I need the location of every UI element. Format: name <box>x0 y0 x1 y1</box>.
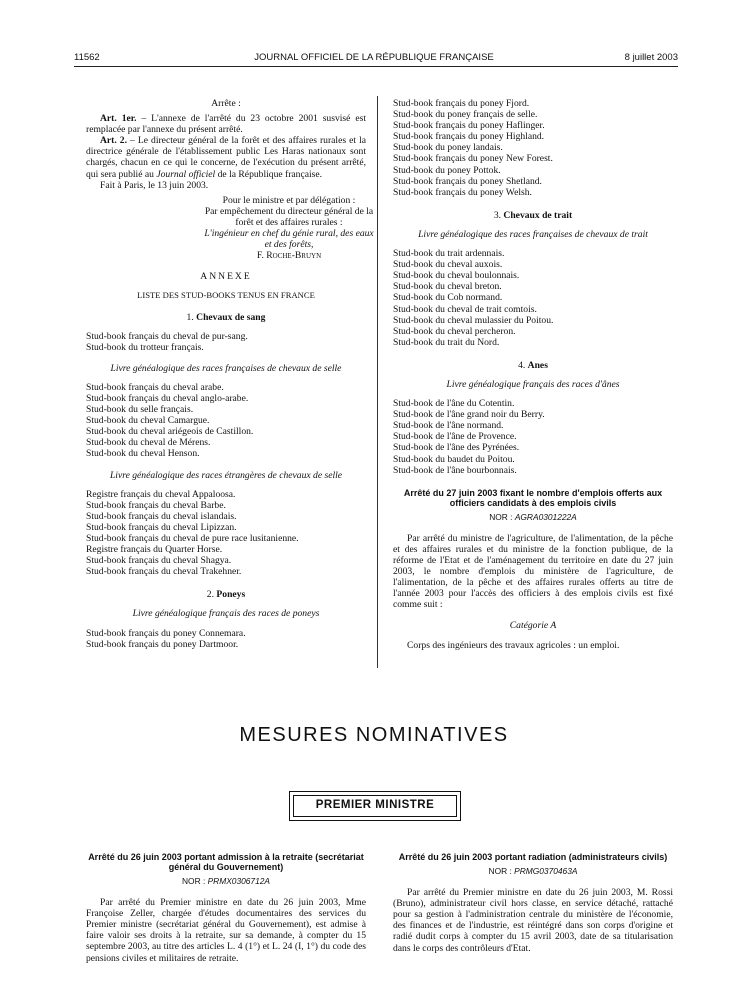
section-1-sub2-title: Livre généalogique des races étrangères de chevaux de selle <box>109 469 343 481</box>
list-item: Stud-book français du poney Dartmoor. <box>86 638 239 650</box>
section-4-sub-title: Livre généalogique français des races d'ânes <box>446 378 620 390</box>
list-item: Stud-book de l'âne normand. <box>393 420 504 432</box>
list-item: Stud-book du cheval breton. <box>393 281 502 293</box>
section-2-number: 2. <box>206 589 214 601</box>
signature-line-1: Pour le ministre et par délégation : <box>222 194 356 206</box>
list-item: Stud-book de l'âne du Cotentin. <box>393 398 515 410</box>
nor-label: NOR : <box>488 866 515 876</box>
section-3-list <box>393 248 673 348</box>
nor-reference <box>393 866 673 877</box>
list-item: Stud-book du cheval percheron. <box>393 325 516 337</box>
section-4-number: 4. <box>518 359 526 371</box>
list-item: Stud-book du poney landais. <box>393 142 503 154</box>
section-3-label: Chevaux de trait <box>503 209 573 221</box>
left-column <box>86 98 374 650</box>
annexe-subtitle: LISTE DES STUD-BOOKS TENUS EN FRANCE <box>137 290 315 301</box>
signatory-name: F. Roche-Bruyn <box>256 250 322 262</box>
list-item: Stud-book de l'âne des Pyrénées. <box>393 442 520 454</box>
list-item: Stud-book français du cheval islandais. <box>86 510 237 522</box>
nor-code: AGRA0301222A <box>514 511 577 522</box>
list-item: Stud-book du cheval boulonnais. <box>393 270 520 282</box>
article-1-label: Art. 1er. <box>100 113 137 125</box>
section-3-title <box>393 210 673 221</box>
arrete-retraite-body: Par arrêté du Premier ministre en date du 26 juin 2003, Mme Françoise Zeller, chargée d'études documentaires des services du Premier ministre (secrétariat général du Gouvernement), est admise à faire valoir ses droits à la retraite, sur sa demande, à compter du 15 septembre 2003, au titre des articles L. 4 (1°) et L. 24 (I, 1°) du code des pensions civiles et militaires de retraite. <box>86 897 366 964</box>
list-item: Stud-book français du cheval Shagya. <box>86 555 232 567</box>
bottom-right-article <box>393 852 673 954</box>
article-2-jo: Journal officiel <box>156 168 216 180</box>
article-1 <box>86 113 366 135</box>
list-item: Stud-book du selle français. <box>86 404 194 416</box>
list-item: Stud-book français du cheval de pur-sang. <box>86 330 248 342</box>
nor-code: PRMG0370463A <box>514 866 578 876</box>
article-2-label: Art. 2. <box>100 135 128 147</box>
list-item: Stud-book du Cob normand. <box>393 292 503 304</box>
list-item: Stud-book du poney français de selle. <box>393 109 538 121</box>
list-item: Stud-book français du poney New Forest. <box>393 153 553 165</box>
article-2-tail: de la République française. <box>215 168 323 180</box>
right-column <box>393 98 673 651</box>
list-item: Stud-book du trait du Nord. <box>393 336 500 348</box>
list-item: Stud-book de l'âne grand noir du Berry. <box>393 409 545 421</box>
list-item: Stud-book du cheval Camargue. <box>86 415 210 427</box>
section-2-list-continued <box>393 98 673 198</box>
section-1-title <box>86 312 366 323</box>
list-item: Stud-book de l'âne bourbonnais. <box>393 464 517 476</box>
arrete-heading: Arrête : <box>211 98 241 109</box>
corps-line: Corps des ingénieurs des travaux agricoles : un emploi. <box>407 639 620 651</box>
list-item: Stud-book du cheval Henson. <box>86 448 200 460</box>
section-2-label: Poneys <box>216 589 246 601</box>
list-item: Stud-book du poney Pottok. <box>393 164 501 176</box>
section-4-list <box>393 398 673 476</box>
section-1-sub1-title: Livre généalogique des races françaises de chevaux de selle <box>110 362 342 374</box>
section-1-label: Chevaux de sang <box>196 311 266 323</box>
nor-reference <box>86 876 366 887</box>
list-item: Stud-book du trait ardennais. <box>393 248 505 260</box>
premier-ministre-label: PREMIER MINISTRE <box>293 795 457 817</box>
premier-ministre-box <box>289 791 461 821</box>
list-item: Registre français du Quarter Horse. <box>86 544 223 556</box>
list-item: Stud-book français du poney Connemara. <box>86 627 246 639</box>
issue-date: 8 juillet 2003 <box>624 52 678 63</box>
list-item: Stud-book français du cheval Lipizzan. <box>86 521 237 533</box>
nor-reference <box>393 512 673 523</box>
header-rule <box>74 66 678 67</box>
column-divider <box>377 96 378 668</box>
arrete-27-juin-body: Par arrêté du ministre de l'agriculture, de l'alimentation, de la pêche et des affaires rurales et du ministre de la fonction publique, de la réforme de l'Etat et de l'aménagement du territoire en date du 27 juin 2003, le nombre d'emplois du ministère de l'agriculture, de l'alimentation, de la pêche et des affaires rurales offerts au titre de l'année 2003 pour l'accès des officiers à des emplois civils est fixé comme suit : <box>393 532 673 611</box>
section-3-sub-title: Livre généalogique des races françaises de chevaux de trait <box>418 228 648 240</box>
list-item: Stud-book du baudet du Poitou. <box>393 453 515 465</box>
list-item: Stud-book du cheval ariégeois de Castillon. <box>86 426 254 438</box>
arrete-radiation-title: Arrêté du 26 juin 2003 portant radiation (administrateurs civils) <box>398 852 668 862</box>
annexe-heading: ANNEXE <box>200 271 252 283</box>
list-item: Stud-book français du cheval arabe. <box>86 381 224 393</box>
list-item: Stud-book français du cheval Barbe. <box>86 499 226 511</box>
list-item: Stud-book du cheval mulassier du Poitou. <box>393 314 554 326</box>
section-1-sub2-list <box>86 489 366 578</box>
list-item: Stud-book français du cheval anglo-arabe. <box>86 392 249 404</box>
fait-a-paris: Fait à Paris, le 13 juin 2003. <box>100 179 209 191</box>
list-item: Stud-book du cheval de trait comtois. <box>393 303 537 315</box>
list-item: Stud-book français du poney Welsh. <box>393 186 532 198</box>
list-item: Stud-book du cheval auxois. <box>393 259 503 271</box>
section-2-list <box>86 628 366 650</box>
section-2-title <box>86 589 366 600</box>
list-item: Stud-book français du poney Fjord. <box>393 98 530 109</box>
section-2-sub-title: Livre généalogique français des races de poneys <box>132 608 320 620</box>
signature-block <box>204 195 374 262</box>
section-1-number: 1. <box>186 311 194 323</box>
list-item: Stud-book français du poney Highland. <box>393 131 545 143</box>
article-1-text: – L'annexe de l'arrêté du 23 octobre 2001 susvisé est remplacée par l'annexe du présent arrêté. <box>86 113 366 136</box>
section-4-title <box>393 360 673 371</box>
list-item: Stud-book de l'âne de Provence. <box>393 431 517 443</box>
nor-label: NOR : <box>182 876 208 886</box>
categorie-heading: Catégorie A <box>509 620 557 632</box>
list-item: Stud-book du trotteur français. <box>86 341 204 353</box>
section-4-label: Anes <box>527 359 548 371</box>
nor-label: NOR : <box>489 511 515 522</box>
signature-line-3: L'ingénieur en chef du génie rural, des eaux et des forêts, <box>204 228 374 251</box>
list-item: Stud-book français du cheval de pure race lusitanienne. <box>86 533 299 544</box>
article-2-text: – Le directeur général de la forêt et des affaires rurales et la directrice générale de l'établissement public Les Haras nationaux sont chargés, chacun en ce qui le concerne, de l'exécution du présent arrêté, qui sera publié au <box>86 135 367 180</box>
article-2 <box>86 135 366 179</box>
list-item: Stud-book français du poney Haflinger. <box>393 120 545 132</box>
nor-code: PRMX0306712A <box>207 876 270 886</box>
list-item: Stud-book français du poney Shetland. <box>393 175 542 187</box>
signature-line-2: Par empêchement du directeur général de la forêt et des affaires rurales : <box>204 205 374 228</box>
list-item: Stud-book français du cheval Trakehner. <box>86 566 242 578</box>
list-item: Stud-book du cheval de Mérens. <box>86 437 211 449</box>
page-number: 11562 <box>74 52 100 63</box>
section-3-number: 3. <box>493 209 502 221</box>
journal-title: JOURNAL OFFICIEL DE LA RÉPUBLIQUE FRANÇAISE <box>254 52 494 63</box>
section-1-list <box>86 331 366 353</box>
section-heading-mesures: MESURES NOMINATIVES <box>239 724 509 746</box>
arrete-retraite-title: Arrêté du 26 juin 2003 portant admission à la retraite (secrétariat général du Gouvernement) <box>88 852 364 872</box>
list-item: Registre français du cheval Appaloosa. <box>86 488 236 500</box>
arrete-27-juin-title: Arrêté du 27 juin 2003 fixant le nombre d'emplois offerts aux officiers candidats à des emplois civils <box>403 487 663 508</box>
section-1-sub1-list <box>86 382 366 460</box>
bottom-left-article <box>86 852 366 964</box>
arrete-radiation-body: Par arrêté du Premier ministre en date du 26 juin 2003, M. Rossi (Bruno), administrateur civil hors classe, en service détaché, rattaché pour sa gestion à l'administration centrale du ministère de l'économie, des finances et de l'industrie, est réintégré dans son corps d'origine et radié dudit corps à compter du 15 avril 2003, date de sa titularisation dans le corps des contrôleurs d'Etat. <box>393 887 673 954</box>
